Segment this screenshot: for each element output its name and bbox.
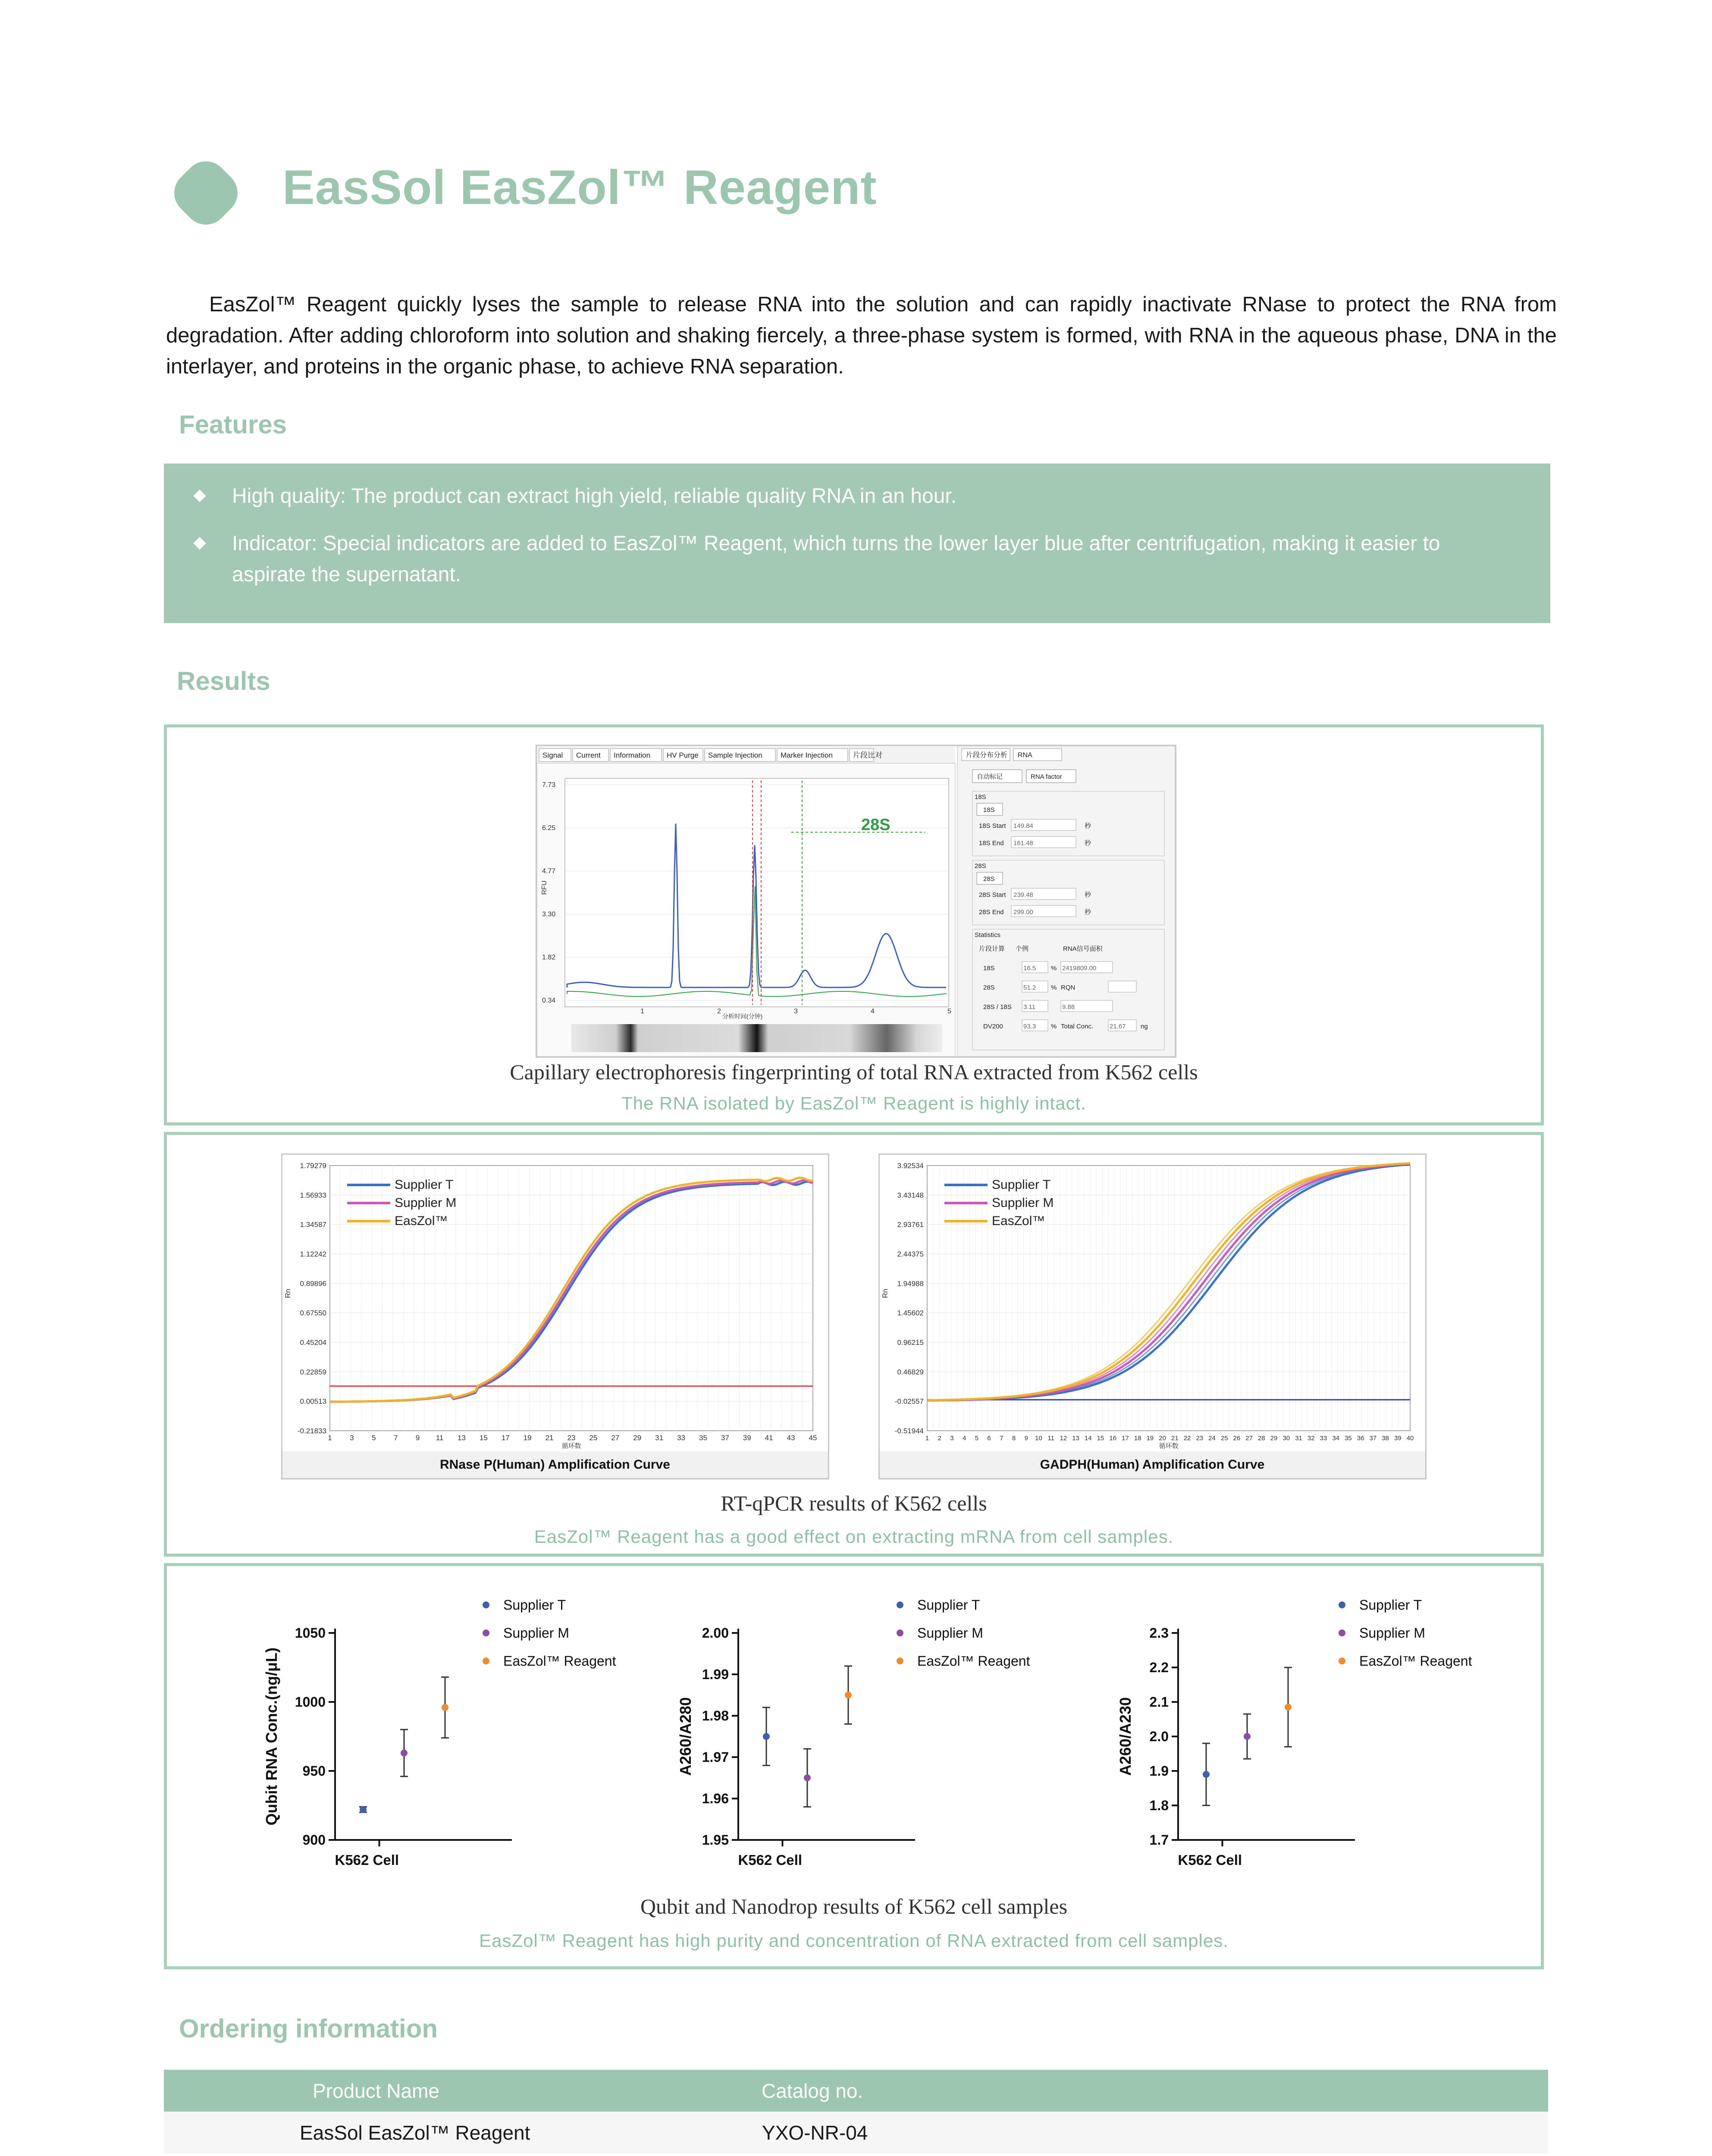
- xtick-label: 2: [938, 1435, 941, 1442]
- ce-xlabel: 分析时间(分钟): [722, 1013, 763, 1020]
- legend-marker: [483, 1601, 489, 1608]
- ytick-label: 0.89896: [300, 1279, 326, 1288]
- xtick-label: 7: [1000, 1435, 1003, 1442]
- ytick-label: 1.9: [1149, 1763, 1169, 1779]
- data-point: [845, 1692, 852, 1698]
- ytick-label: 950: [302, 1763, 326, 1779]
- xtick-label: 39: [1394, 1435, 1402, 1442]
- ce-stat-value: 3.11: [1023, 1003, 1036, 1011]
- xtick-label: 41: [765, 1434, 773, 1442]
- ce-ytick: 6.25: [542, 824, 556, 832]
- ytick-label: -0.02557: [894, 1397, 924, 1406]
- x-axis-label: K562 Cell: [335, 1852, 399, 1868]
- intro-paragraph: [166, 289, 1557, 382]
- ytick-label: 1.56933: [300, 1191, 326, 1200]
- ce-stat-value2: 21.67: [1110, 1023, 1126, 1030]
- xtick-label: 33: [677, 1434, 686, 1442]
- table-header-row: [164, 2070, 1548, 2112]
- ce-stat-key: 18S: [983, 965, 995, 972]
- ce-field-unit: 秒: [1085, 840, 1091, 847]
- ytick-label: 2.00: [702, 1625, 729, 1641]
- ytick-label: 1.94988: [897, 1279, 924, 1288]
- chart-title: GADPH(Human) Amplification Curve: [1040, 1457, 1265, 1472]
- legend-marker: [897, 1630, 903, 1636]
- ce-xtick: 4: [871, 1008, 875, 1015]
- ce-tab-label: HV Purge: [667, 751, 699, 759]
- feature-text: Indicator: Special indicators are added to EasZol™ Reagent, which turns the lower layer blue after centrifugation, making it easier to aspirate the supernatant.: [232, 532, 1440, 586]
- legend-label: Supplier M: [395, 1196, 457, 1210]
- xtick-label: 31: [655, 1434, 664, 1442]
- panel1-subcaption: The RNA isolated by EasZol™ Reagent is highly intact.: [621, 1093, 1086, 1113]
- ce-tab-label: Signal: [542, 751, 563, 759]
- xtick-label: 16: [1109, 1435, 1117, 1442]
- ce-peak-label: 28S: [861, 816, 890, 834]
- feature-text: High quality: The product can extract high yield, reliable quality RNA in an hour.: [232, 485, 957, 508]
- ytick-label: 1.99: [702, 1667, 729, 1682]
- xtick-label: 13: [1072, 1435, 1079, 1442]
- electrophoresis-screenshot: [536, 745, 1176, 1058]
- xtick-label: 29: [633, 1434, 642, 1442]
- ytick-label: 2.0: [1149, 1729, 1169, 1744]
- ytick-label: 1.97: [702, 1749, 729, 1765]
- x-axis-label: K562 Cell: [1178, 1852, 1242, 1868]
- product-name-cell: EasSol EasZol™ Reagent: [164, 2112, 762, 2153]
- gel-band-strip: [571, 1024, 942, 1052]
- legend-marker: [483, 1658, 489, 1664]
- ce-stat-value: 16.5: [1023, 965, 1036, 972]
- ytick-label: 2.2: [1149, 1660, 1169, 1675]
- legend-label: Supplier T: [395, 1178, 454, 1192]
- page-title: EasSol EasZol™ Reagent: [282, 160, 877, 214]
- xtick-label: 45: [809, 1434, 817, 1442]
- ytick-label: 0.45204: [300, 1338, 326, 1347]
- ce-stat-value2: 2419809.00: [1062, 965, 1097, 972]
- ce-stat-unit: %: [1051, 984, 1057, 991]
- xtick-label: 6: [987, 1435, 991, 1442]
- diamond-bullet-icon: [193, 489, 206, 502]
- xtick-label: 11: [1047, 1435, 1054, 1442]
- results-heading: Results: [177, 667, 270, 696]
- electrophoresis-figure: [537, 746, 1175, 1056]
- ce-band-button-label: 28S: [983, 875, 995, 883]
- ce-xtick: 3: [794, 1008, 798, 1015]
- ytick-label: -0.51944: [894, 1427, 924, 1435]
- xtick-label: 18: [1134, 1435, 1141, 1442]
- xtick-label: 20: [1159, 1435, 1166, 1442]
- ce-tab-label: Current: [576, 751, 601, 759]
- data-point: [763, 1733, 770, 1740]
- ce-field-label: 28S Start: [979, 891, 1006, 899]
- qpcr-chart-gadph: [878, 1153, 1427, 1479]
- features-heading: Features: [179, 410, 287, 439]
- rnasep-amplification-plot: [282, 1155, 828, 1478]
- ce-ytick: 1.82: [542, 954, 556, 961]
- ce-field-unit: 秒: [1085, 822, 1091, 830]
- ce-field-label: 18S End: [979, 840, 1004, 847]
- xtick-label: 21: [1171, 1435, 1179, 1442]
- legend-marker: [897, 1658, 903, 1664]
- ce-ylabel: RFU: [541, 881, 548, 895]
- ce-group-label: 28S: [975, 862, 986, 870]
- ce-stats-header: 个例: [1016, 945, 1029, 953]
- legend-label: Supplier T: [917, 1597, 980, 1613]
- xtick-label: 19: [1146, 1435, 1154, 1442]
- legend-label: EasZol™: [992, 1214, 1045, 1228]
- xtick-label: 37: [721, 1434, 729, 1442]
- legend-label: Supplier M: [503, 1625, 569, 1641]
- ytick-label: 0.00513: [300, 1397, 326, 1406]
- xtick-label: 35: [1345, 1435, 1352, 1442]
- results-panel-electrophoresis: [164, 724, 1544, 1125]
- xtick-label: 21: [545, 1434, 554, 1442]
- xtick-label: 27: [1245, 1435, 1253, 1442]
- ce-xtick: 1: [640, 1008, 644, 1015]
- panel2-caption: RT-qPCR results of K562 cells: [721, 1491, 987, 1515]
- xtick-label: 8: [1012, 1435, 1016, 1442]
- ytick-label: 0.22859: [300, 1368, 326, 1376]
- ce-field-unit: 秒: [1085, 891, 1091, 899]
- ce-conc-unit: ng: [1141, 1023, 1148, 1030]
- ce-field-unit: 秒: [1085, 909, 1091, 916]
- ce-stats-header: 片段计算: [979, 945, 1005, 953]
- column-header-product: Product Name: [164, 2070, 762, 2112]
- title-hexagon-icon: [165, 152, 247, 234]
- xtick-label: 10: [1035, 1435, 1042, 1442]
- ytick-label: 1.96: [702, 1791, 729, 1806]
- xtick-label: 38: [1382, 1435, 1389, 1442]
- intro-text: EasZol™ Reagent quickly lyses the sample to release RNA into the solution and can rapidly inactivate RNase to protect the RNA from degradation. After adding chloroform into solution and shaking fiercely, a three-phase system is formed, with RNA in the aqueous phase, DNA in the interlayer, and proteins in the organic phase, to achieve RNA separation.: [166, 293, 1557, 378]
- chart-title: RNase P(Human) Amplification Curve: [440, 1457, 670, 1472]
- ce-stat-unit: %: [1051, 965, 1057, 972]
- xtick-label: 22: [1183, 1435, 1191, 1442]
- ce-stat-unit: %: [1051, 1023, 1057, 1030]
- xtick-label: 3: [950, 1435, 954, 1442]
- legend-label: EasZol™: [395, 1214, 448, 1228]
- xtick-label: 40: [1406, 1435, 1414, 1442]
- ytick-label: -0.21833: [297, 1427, 326, 1435]
- ce-field-value: 299.00: [1013, 909, 1033, 916]
- xtick-label: 9: [415, 1434, 420, 1442]
- ytick-label: 1000: [295, 1694, 326, 1710]
- xtick-label: 1: [925, 1435, 929, 1442]
- ce-stat-value: 51.2: [1023, 984, 1036, 991]
- legend-marker: [897, 1601, 903, 1608]
- xtick-label: 39: [743, 1434, 751, 1442]
- data-point: [1203, 1771, 1210, 1778]
- xtick-label: 4: [962, 1435, 966, 1442]
- legend-label: Supplier T: [992, 1178, 1051, 1192]
- xtick-label: 19: [523, 1434, 532, 1442]
- ytick-label: 2.1: [1149, 1694, 1169, 1710]
- panel3-subcaption: EasZol™ Reagent has high purity and concentration of RNA extracted from cell samples.: [479, 1930, 1229, 1951]
- ce-ytick: 7.73: [542, 781, 556, 789]
- ce-stats-label: Statistics: [975, 931, 1001, 939]
- ytick-label: 1050: [295, 1625, 326, 1641]
- x-axis-label: 循环数: [1159, 1442, 1179, 1450]
- xtick-label: 43: [787, 1434, 795, 1442]
- xtick-label: 27: [611, 1434, 620, 1442]
- xtick-label: 17: [1122, 1435, 1129, 1442]
- ce-right-tab-label: 片段分布分析: [966, 752, 1008, 759]
- legend-label: Supplier T: [503, 1597, 566, 1613]
- legend-label: EasZol™ Reagent: [1359, 1653, 1472, 1669]
- y-axis-label: Qubit RNA Conc.(ng/μL): [263, 1647, 280, 1826]
- legend-label: Supplier M: [917, 1625, 983, 1641]
- qpcr-chart-rnasep: [281, 1153, 829, 1479]
- results-panel-qubit-nanodrop: [164, 1563, 1544, 1969]
- ytick-label: 3.43148: [897, 1191, 924, 1200]
- xtick-label: 15: [479, 1434, 488, 1442]
- legend-label: Supplier M: [992, 1196, 1054, 1210]
- xtick-label: 5: [975, 1435, 979, 1442]
- xtick-label: 15: [1097, 1435, 1104, 1442]
- feature-item: [194, 528, 1505, 590]
- xtick-label: 37: [1369, 1435, 1377, 1442]
- legend-marker: [1339, 1658, 1345, 1664]
- xtick-label: 30: [1282, 1435, 1290, 1442]
- data-point: [360, 1806, 367, 1813]
- xtick-label: 25: [589, 1434, 598, 1442]
- ytick-label: 2.93761: [897, 1220, 924, 1229]
- ytick-label: 1.79279: [300, 1162, 326, 1170]
- ytick-label: 1.95: [702, 1832, 729, 1848]
- catalog-cell: YXO-NR-04: [762, 2112, 1548, 2153]
- xtick-label: 5: [372, 1434, 376, 1442]
- feature-item: [194, 481, 1505, 512]
- ytick-label: 0.67550: [300, 1309, 326, 1317]
- xtick-label: 25: [1220, 1435, 1228, 1442]
- qubit-nanodrop-charts: [167, 1592, 1541, 1894]
- ordering-table: [164, 2070, 1548, 2153]
- ce-field-value: 239.48: [1013, 891, 1033, 899]
- xtick-label: 3: [350, 1434, 354, 1442]
- legend-label: EasZol™ Reagent: [503, 1653, 616, 1669]
- xtick-label: 17: [501, 1434, 510, 1442]
- diamond-bullet-icon: [193, 537, 206, 549]
- ce-ytick: 3.30: [542, 911, 556, 918]
- legend-marker: [1339, 1601, 1345, 1608]
- data-point: [401, 1749, 408, 1756]
- legend-label: Supplier M: [1359, 1625, 1425, 1641]
- ce-field-label: 28S End: [979, 909, 1004, 916]
- table-row: [164, 2112, 1548, 2153]
- ytick-label: 1.34587: [300, 1220, 326, 1229]
- xtick-label: 23: [1196, 1435, 1204, 1442]
- ce-field-label: 18S Start: [979, 822, 1006, 830]
- results-panel-qpcr: [164, 1132, 1544, 1557]
- y-axis-label: A260/A280: [677, 1697, 694, 1776]
- xtick-label: 23: [567, 1434, 576, 1442]
- panel1-caption: Capillary electrophoresis fingerprinting of total RNA extracted from K562 cells: [510, 1060, 1198, 1084]
- x-axis-label: K562 Cell: [738, 1852, 803, 1868]
- ytick-label: 900: [302, 1832, 326, 1848]
- ce-stat-key: DV200: [983, 1023, 1003, 1030]
- ytick-label: 2.44375: [897, 1250, 924, 1258]
- ce-stat-key2: Total Conc.: [1061, 1023, 1094, 1030]
- ce-stat-key: 28S: [983, 984, 995, 991]
- xtick-label: 35: [699, 1434, 707, 1442]
- ce-tab-label: Sample Injection: [708, 751, 762, 759]
- ce-stat-value: 93.3: [1023, 1023, 1036, 1030]
- data-point: [804, 1774, 811, 1781]
- ytick-label: 0.96215: [897, 1338, 924, 1347]
- ce-action-button-label: 自动标记: [977, 773, 1003, 780]
- ce-stat-key: 28S / 18S: [983, 1003, 1012, 1011]
- ytick-label: 3.92534: [897, 1162, 924, 1170]
- x-axis-label: 循环数: [561, 1442, 581, 1450]
- data-point: [1285, 1704, 1292, 1711]
- y-axis-label: Rn: [881, 1288, 889, 1298]
- legend-marker: [483, 1630, 489, 1636]
- ytick-label: 1.8: [1149, 1798, 1169, 1813]
- legend-label: Supplier T: [1359, 1597, 1422, 1613]
- ytick-label: 1.12242: [300, 1250, 326, 1258]
- xtick-label: 1: [328, 1434, 332, 1442]
- ytick-label: 2.3: [1149, 1625, 1169, 1641]
- xtick-label: 13: [457, 1434, 466, 1442]
- ce-xtick: 5: [947, 1008, 951, 1015]
- ytick-label: 1.98: [702, 1708, 729, 1724]
- panel2-subcaption: EasZol™ Reagent has a good effect on extracting mRNA from cell samples.: [534, 1526, 1174, 1547]
- ce-tab-label: 片段比对: [853, 751, 882, 759]
- xtick-label: 32: [1307, 1435, 1315, 1442]
- xtick-label: 28: [1258, 1435, 1265, 1442]
- y-axis-label: A260/A230: [1116, 1697, 1134, 1776]
- ytick-label: 0.46829: [897, 1368, 924, 1376]
- column-header-catalog: Catalog no.: [762, 2070, 1548, 2112]
- xtick-label: 34: [1332, 1435, 1340, 1442]
- data-point: [1244, 1733, 1251, 1740]
- ce-right-tab-label: RNA: [1018, 752, 1032, 759]
- xtick-label: 24: [1208, 1435, 1216, 1442]
- ce-ytick: 4.77: [542, 868, 556, 875]
- xtick-label: 31: [1295, 1435, 1302, 1442]
- ytick-label: 1.7: [1149, 1832, 1169, 1848]
- xtick-label: 12: [1060, 1435, 1067, 1442]
- ce-group-label: 18S: [975, 793, 986, 801]
- ce-tab-label: Marker Injection: [781, 751, 833, 759]
- panel3-caption: Qubit and Nanodrop results of K562 cell samples: [640, 1894, 1068, 1918]
- gadph-amplification-plot: [880, 1155, 1425, 1478]
- ce-stats-header: RNA信号面积: [1063, 945, 1103, 953]
- legend-label: EasZol™ Reagent: [917, 1653, 1030, 1669]
- xtick-label: 26: [1233, 1435, 1241, 1442]
- ordering-heading: Ordering information: [179, 2014, 438, 2043]
- ce-tab-label: Information: [614, 751, 651, 759]
- xtick-label: 7: [393, 1434, 398, 1442]
- xtick-label: 29: [1270, 1435, 1278, 1442]
- legend-marker: [1339, 1630, 1345, 1636]
- xtick-label: 9: [1024, 1435, 1028, 1442]
- xtick-label: 14: [1084, 1435, 1092, 1442]
- xtick-label: 11: [436, 1434, 444, 1442]
- ce-band-button-label: 18S: [983, 806, 995, 814]
- ce-action-button-label: RNA factor: [1031, 773, 1062, 780]
- data-point: [442, 1704, 448, 1711]
- features-box: [164, 464, 1550, 623]
- ce-stat-value2: 9.88: [1062, 1003, 1075, 1011]
- xtick-label: 36: [1357, 1435, 1364, 1442]
- ce-xtick: 2: [717, 1008, 721, 1015]
- ce-ytick: 0.34: [542, 997, 556, 1004]
- ce-stat-key2: RQN: [1061, 984, 1075, 991]
- ce-field-value: 161.48: [1013, 840, 1033, 847]
- ce-field-value: 149.84: [1013, 822, 1033, 830]
- y-axis-label: Rn: [284, 1288, 292, 1298]
- xtick-label: 33: [1320, 1435, 1327, 1442]
- ce-stat-input[interactable]: [1108, 981, 1136, 992]
- ytick-label: 1.45602: [897, 1309, 924, 1317]
